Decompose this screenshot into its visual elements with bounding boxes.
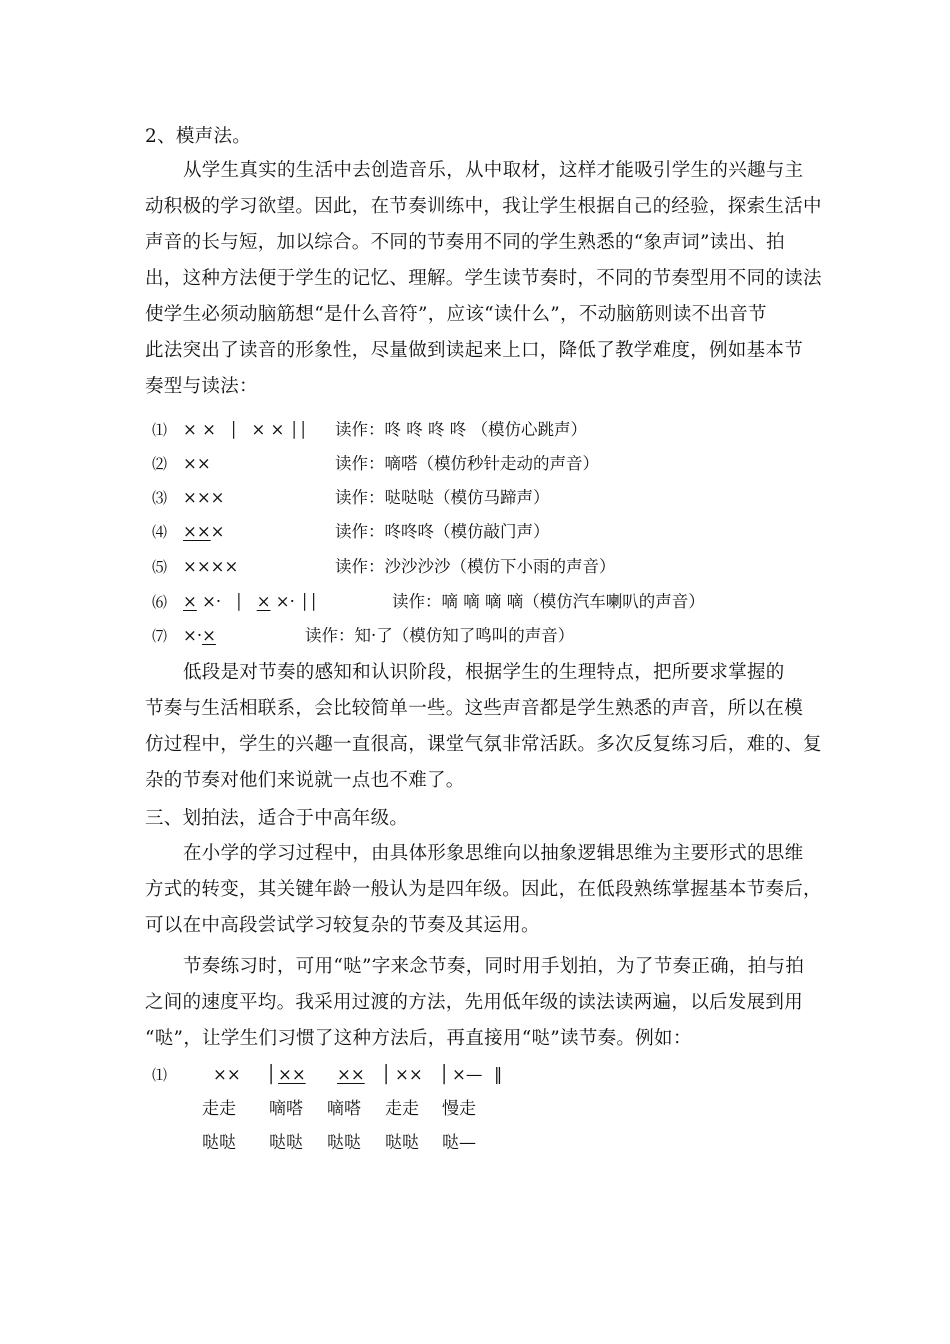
rhythm-reading: 读作：咚 咚 咚 咚 （模仿心跳声） [335,420,587,439]
example-word: 哒哒 [202,1133,236,1153]
example-word: 慢走 [442,1099,476,1119]
rhythm-pattern: ××× [183,522,225,541]
para4-line-3: “哒”，让学生们习惯了这种方法后，再直接用“哒”读节奏。例如： [145,1028,692,1049]
para1-line-6: 此法突出了读音的形象性，尽量做到读起来上口，降低了教学难度，例如基本节 [145,340,804,361]
barline: │ [439,1065,450,1085]
rhythm-number: ⑹ [152,593,168,611]
rhythm-number: ⑴ [152,421,168,439]
para3-line-1: 在小学的学习过程中，由具体形象思维向以抽象逻辑思维为主要形式的思维 [183,843,804,864]
rhythm-pattern: ×××× [183,557,239,576]
para2-line-3: 仿过程中，学生的兴趣一直很高，课堂气氛非常活跃。多次反复练习后，难的、复 [145,734,822,755]
rhythm-reading: 读作：嘀 嘀 嘀 嘀（模仿汽车喇叭的声音） [392,592,705,611]
rhythm-pattern: ××× [183,488,225,507]
rhythm-number: ⑶ [152,489,168,507]
example-word: 嘀嗒 [327,1099,361,1119]
barline: │ [381,1065,392,1085]
para3-line-2: 方式的转变，其关键年龄一般认为是四年级。因此，在低段熟练掌握基本节奏后， [145,879,822,900]
example-note: ×× [278,1065,306,1084]
example-word: 走走 [385,1099,419,1119]
rhythm-pattern: × × │ × × ││ [183,420,308,439]
example-word: 走走 [202,1099,236,1119]
example-note: ×× [213,1065,241,1084]
section-heading-3: 三、划拍法，适合于中高年级。 [145,808,409,829]
rhythm-number: ⑵ [152,455,168,473]
para1-line-5: 使学生必须动脑筋想“是什么音符”，应该“读什么”，不动脑筋则读不出音节 [145,304,767,325]
example-word: 哒哒 [327,1133,361,1153]
final-barline: ‖ [494,1065,503,1084]
para1-line-3: 声音的长与短，加以综合。不同的节奏用不同的学生熟悉的“象声词”读出、拍 [145,232,785,253]
example-word: 哒哒 [385,1133,419,1153]
para1-line-2: 动积极的学习欲望。因此，在节奏训练中，我让学生根据自己的经验，探索生活中 [145,196,822,217]
para1-line-7: 奏型与读法： [145,376,258,397]
example-word: 嘀嗒 [269,1099,303,1119]
example-note: ×× [337,1065,365,1084]
para4-line-2: 之间的速度平均。我采用过渡的方法，先用低年级的读法读两遍，以后发展到用 [145,992,804,1013]
rhythm-number: ⑷ [152,523,168,541]
rhythm-reading: 读作：哒哒哒（模仿马蹄声） [335,488,550,507]
rhythm-pattern: ×·× [183,626,216,645]
example-word: 哒— [442,1133,476,1153]
rhythm-number: ⑸ [152,558,168,576]
rhythm-number: ⑺ [152,627,168,645]
para2-line-2: 节奏与生活相联系，会比较简单一些。这些声音都是学生熟悉的声音，所以在模 [145,698,804,719]
rhythm-pattern: ×× [183,454,211,473]
rhythm-pattern: × ×· │ × ×· ││ [183,592,319,611]
para2-line-1: 低段是对节奏的感知和认识阶段，根据学生的生理特点，把所要求掌握的 [183,662,785,683]
example-note: ×× [395,1065,423,1084]
rhythm-reading: 读作：知·了（模仿知了鸣叫的声音） [305,626,575,645]
rhythm-reading: 读作：沙沙沙沙（模仿下小雨的声音） [335,557,616,576]
para1-line-4: 出，这种方法便于学生的记忆、理解。学生读节奏时，不同的节奏型用不同的读法 [145,268,822,289]
para4-line-1: 节奏练习时，可用“哒”字来念节奏，同时用手划拍，为了节奏正确，拍与拍 [183,956,805,977]
barline: │ [266,1065,277,1085]
para3-line-3: 可以在中高段尝试学习较复杂的节奏及其运用。 [145,915,540,936]
para2-line-4: 杂的节奏对他们来说就一点也不难了。 [145,770,465,791]
example-note: ×— [452,1065,483,1084]
example-number: ⑴ [152,1066,168,1084]
section-heading-2: 2、模声法。 [145,126,252,147]
rhythm-reading: 读作：嘀嗒（模仿秒针走动的声音） [335,454,599,473]
rhythm-reading: 读作：咚咚咚（模仿敲门声） [335,522,550,541]
example-word: 哒哒 [269,1133,303,1153]
para1-line-1: 从学生真实的生活中去创造音乐，从中取材，这样才能吸引学生的兴趣与主 [183,160,804,181]
